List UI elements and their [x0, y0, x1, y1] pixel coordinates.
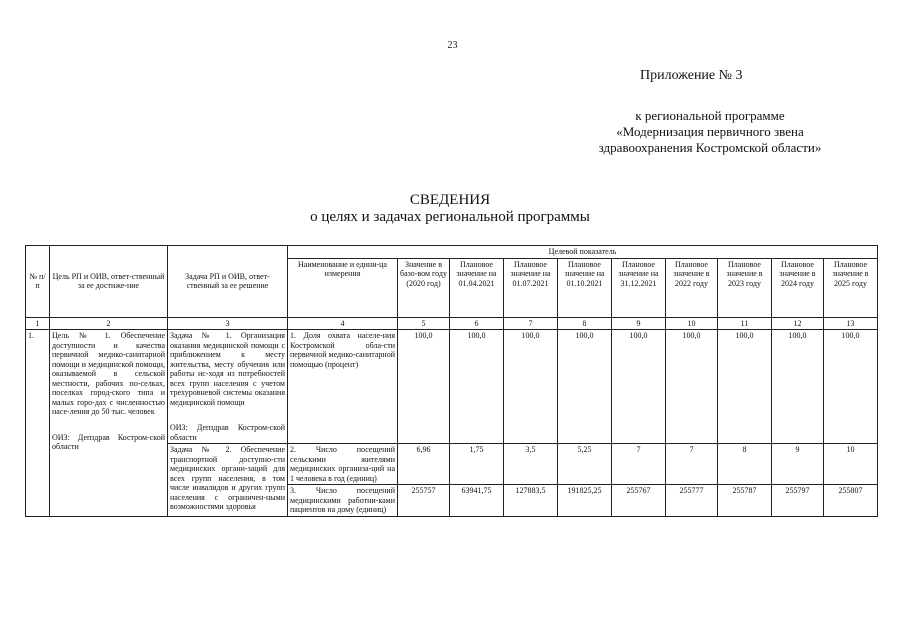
indicator-value: 255807	[824, 485, 878, 517]
indicator-value: 9	[772, 444, 824, 485]
header-plan-2024: Плановое значение в 2024 году	[772, 258, 824, 317]
column-number: 13	[824, 317, 878, 330]
column-number: 2	[50, 317, 168, 330]
indicator-value: 3,5	[504, 444, 558, 485]
row-number: 1.	[26, 330, 50, 517]
indicator-value: 1,75	[450, 444, 504, 485]
task-cell	[168, 330, 288, 444]
column-number: 5	[398, 317, 450, 330]
indicator-value: 255767	[612, 485, 666, 517]
indicator-value: 6,96	[398, 444, 450, 485]
indicator-name: 3. Число посещений медицинскими работни-ками пациентов на дому (единиц)	[288, 485, 398, 517]
goals-table	[25, 245, 878, 517]
indicator-value: 7	[666, 444, 718, 485]
header-plan-2023: Плановое значение в 2023 году	[718, 258, 772, 317]
header-plan-q4: Плановое значение на 31.12.2021	[612, 258, 666, 317]
title-line: о целях и задачах региональной программы	[310, 209, 590, 225]
header-plan-2025: Плановое значение в 2025 году	[824, 258, 878, 317]
header-base-value: Значение в базо-вом году (2020 год)	[398, 258, 450, 317]
header-plan-q2: Плановое значение на 01.07.2021	[504, 258, 558, 317]
column-number: 3	[168, 317, 288, 330]
document-title	[250, 192, 650, 226]
indicator-value: 255777	[666, 485, 718, 517]
indicator-value: 127883,5	[504, 485, 558, 517]
task-text: Задача № 1. Организация оказания медицинской помощи с приближением к месту жительства, месту обучения или работы ис-ходя из потребностей всех групп населения с учетом трехуровневой системы оказания медицинской помощи	[170, 331, 285, 407]
indicator-value: 100,0	[504, 330, 558, 444]
indicator-value: 100,0	[824, 330, 878, 444]
subtitle-line: «Модернизация первичного звена	[616, 124, 804, 139]
indicator-value: 100,0	[666, 330, 718, 444]
column-numbers-row	[26, 317, 878, 330]
indicator-value: 63941,75	[450, 485, 504, 517]
goal-text: Цель № 1. Обеспечение доступности и качества первичной медико-санитарной помощи и медицинской помощи, оказываемой в сельской местности, рабочих по-селках, поселках город-ского типа и малых горо-дах с численностью насе-ления до 50 тыс. человек	[52, 331, 165, 416]
indicator-value: 100,0	[450, 330, 504, 444]
column-number: 6	[450, 317, 504, 330]
indicator-name: 1. Доля охвата населе-ния Костромской обла-сти первичной медико-санитарной помощью (процент)	[288, 330, 398, 444]
header-indicator-name: Наименование и едини-ца измерения	[288, 258, 398, 317]
indicator-value: 8	[718, 444, 772, 485]
subtitle-line: к региональной программе	[635, 108, 785, 123]
column-number: 10	[666, 317, 718, 330]
page-number: 23	[447, 40, 458, 51]
column-number: 1	[26, 317, 50, 330]
indicator-value: 100,0	[612, 330, 666, 444]
indicator-value: 10	[824, 444, 878, 485]
task-cell: Задача № 2. Обеспечение транспортной доступно-сти медицинских органи-заций для всех групп населения, в том числе инвалидов и других групп населения с ограничен-ными возможностями здоровья	[168, 444, 288, 517]
indicator-value: 5,25	[558, 444, 612, 485]
indicator-value: 7	[612, 444, 666, 485]
indicator-value: 100,0	[718, 330, 772, 444]
column-number: 7	[504, 317, 558, 330]
column-number: 12	[772, 317, 824, 330]
title-line: СВЕДЕНИЯ	[409, 192, 491, 208]
header-plan-2022: Плановое значение в 2022 году	[666, 258, 718, 317]
column-number: 11	[718, 317, 772, 330]
goal-oiv: ОИЗ: Депздрав Костром-ской области	[52, 432, 165, 451]
indicator-value: 100,0	[398, 330, 450, 444]
appendix-title: Приложение № 3	[640, 68, 743, 83]
header-task: Задача РП и ОИВ, ответ-ственный за ее решение	[168, 246, 288, 318]
indicator-value: 100,0	[558, 330, 612, 444]
header-plan-q1: Плановое значение на 01.04.2021	[450, 258, 504, 317]
indicator-name: 2. Число посещений сельскими жителями медицинских организа-ций на 1 человека в год (единиц)	[288, 444, 398, 485]
column-number: 4	[288, 317, 398, 330]
goal-cell	[50, 330, 168, 517]
header-goal: Цель РП и ОИВ, ответ-ственный за ее достиже-ние	[50, 246, 168, 318]
table-row	[26, 330, 878, 444]
indicator-value: 255757	[398, 485, 450, 517]
indicator-value: 255797	[772, 485, 824, 517]
header-num: № п/п	[26, 246, 50, 318]
column-number: 9	[612, 317, 666, 330]
subtitle-line: здравоохранения Костромской области»	[598, 140, 822, 155]
header-indicator-group: Целевой показатель	[288, 246, 878, 259]
task-oiv: ОИЗ: Депздрав Костром-ской области	[170, 423, 285, 442]
column-number: 8	[558, 317, 612, 330]
indicator-value: 191825,25	[558, 485, 612, 517]
indicator-value: 100,0	[772, 330, 824, 444]
header-plan-q3: Плановое значение на 01.10.2021	[558, 258, 612, 317]
appendix-subtitle	[560, 108, 860, 156]
indicator-value: 255787	[718, 485, 772, 517]
